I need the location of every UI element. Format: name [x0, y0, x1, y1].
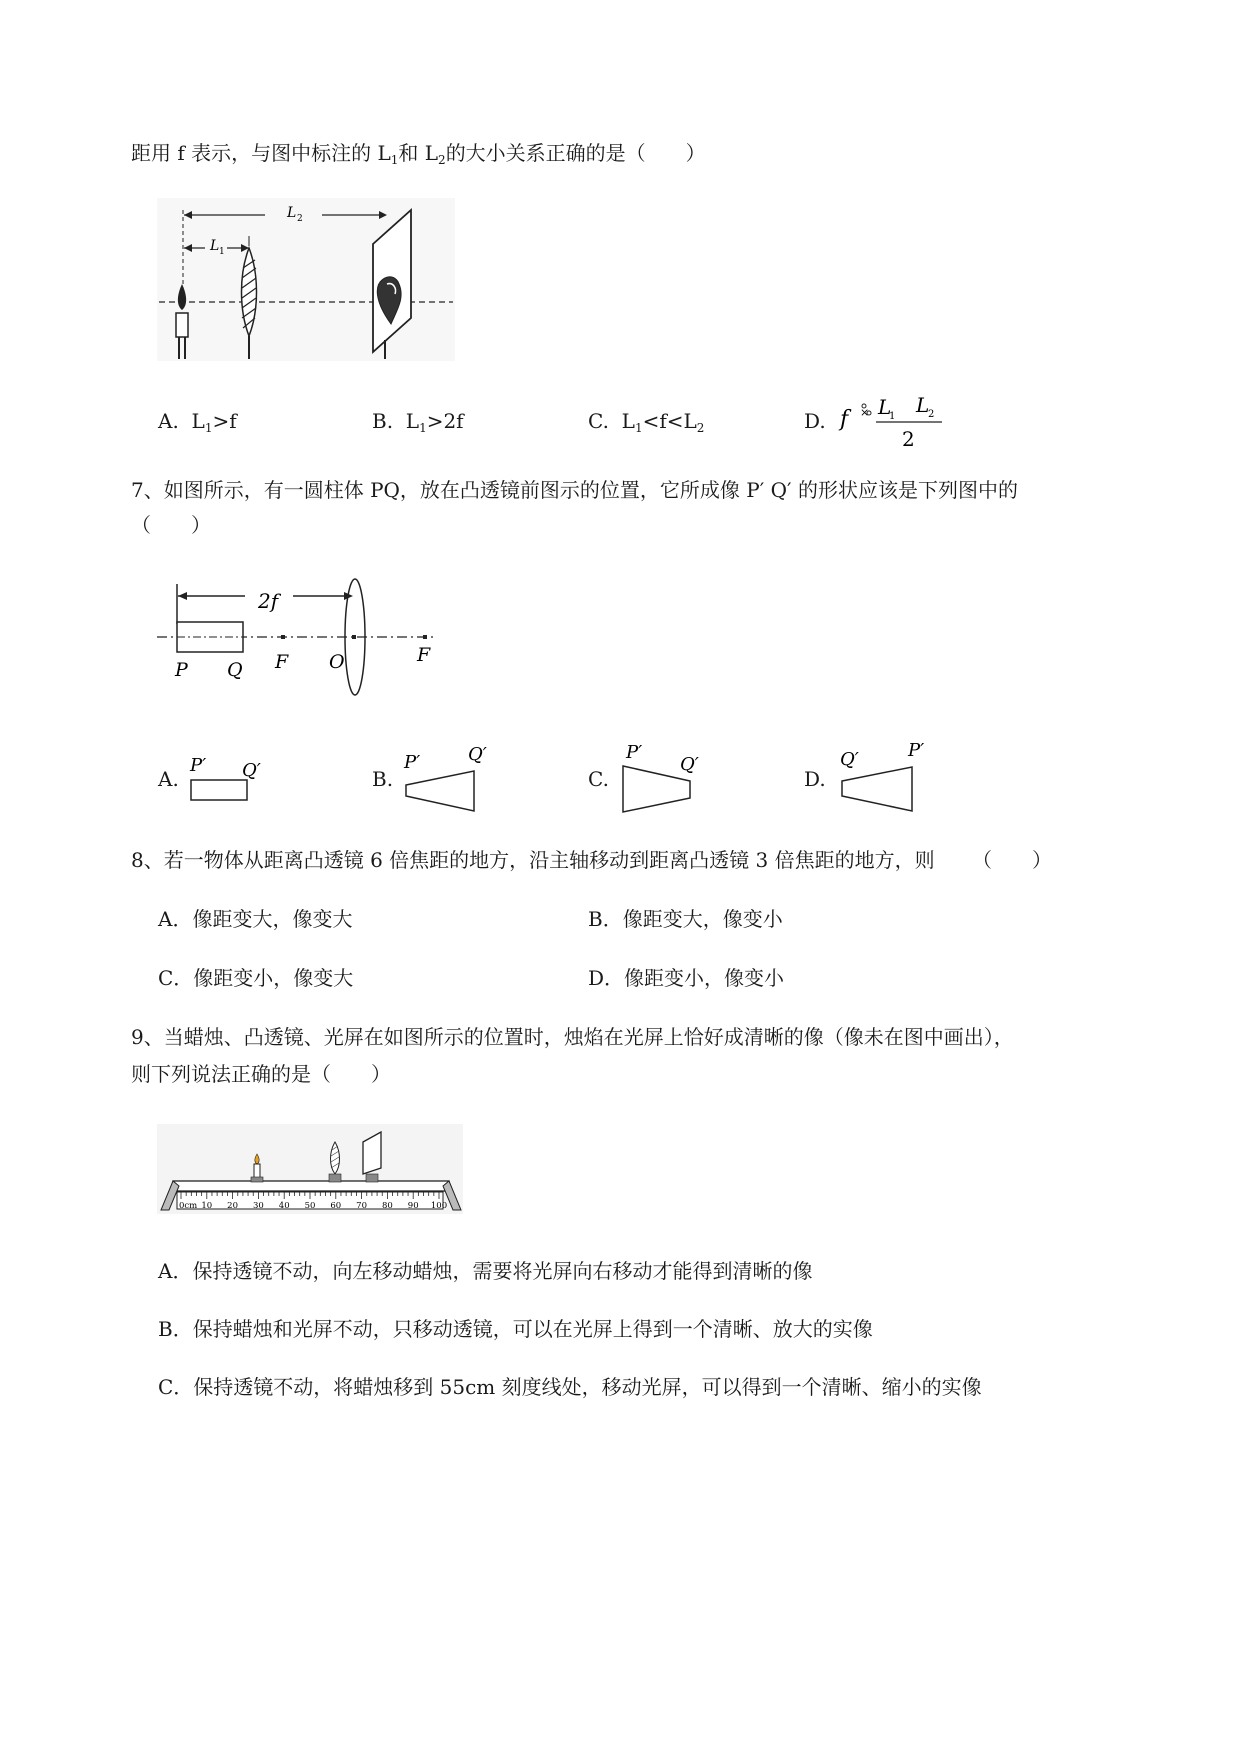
q7-option-d[interactable]: [804, 738, 944, 816]
q6-d-den: 2: [902, 427, 915, 451]
q6-option-c-sub2: 2: [696, 421, 705, 435]
q6-fig-L2: L: [287, 205, 297, 221]
q6-option-a[interactable]: [158, 409, 237, 440]
q6-option-b-label: B.: [372, 409, 394, 433]
q6-option-d-formula: [838, 392, 954, 452]
q6-option-a-post: >f: [212, 409, 237, 433]
q6-option-c-mid: <f<L: [642, 409, 697, 433]
q8-option-b[interactable]: B．像距变大，像变小: [588, 907, 783, 931]
q7-b-right-label: Q′: [468, 744, 487, 765]
q7-figure-cylinder-lens: [155, 572, 445, 702]
q6-d-num-L2: L: [916, 393, 930, 417]
q7-c-left-label: P′: [626, 742, 643, 763]
q9-option-c[interactable]: C．保持透镜不动，将蜡烛移到 55cm 刻度线处，移动光屏，可以得到一个清晰、缩小的实像: [158, 1375, 982, 1399]
q7-stem-line1: 7、如图所示，有一圆柱体 PQ，放在凸透镜前图示的位置，它所成像 P′ Q′ 的形状应该是下列图中的: [131, 478, 1018, 502]
q6-option-c-pre: L: [621, 409, 635, 433]
q6-option-b[interactable]: [372, 409, 464, 440]
q6-option-c-label: C.: [588, 409, 609, 433]
q6-d-num-L1: L: [878, 395, 892, 419]
ruler-label: 20: [227, 1201, 239, 1211]
q9-stem-line1: 9、当蜡烛、凸透镜、光屏在如图所示的位置时，烛焰在光屏上恰好成清晰的像（像未在图中画出），: [131, 1025, 1014, 1049]
q6-stem-pre: 距用 f 表示，与图中标注的 L: [131, 141, 391, 165]
q6-option-c-sub: 1: [634, 421, 643, 435]
q6-option-d-label: D.: [804, 409, 826, 433]
q6-fig-L2-sub: 2: [297, 214, 303, 224]
ruler-label: 50: [304, 1201, 316, 1211]
q6-figure-candle-lens-screen: [157, 198, 455, 361]
q6-d-num-L2-sub: 2: [928, 409, 935, 420]
q7-option-d-shape: [838, 738, 944, 816]
q6-fig-L1-sub: 1: [219, 247, 225, 257]
q6-stem-mid: 和 L: [398, 141, 439, 165]
ruler-label: 90: [407, 1201, 419, 1211]
q9-figure-optical-bench: [157, 1124, 463, 1214]
q6-fig-L1: L: [210, 238, 220, 254]
q9-stem-line2: 则下列说法正确的是（ ）: [131, 1062, 391, 1086]
q6-stem: [131, 141, 706, 172]
ruler-label: 80: [381, 1201, 393, 1211]
q6-option-c[interactable]: [588, 409, 704, 440]
q7-a-left-label: P′: [190, 755, 207, 776]
q8-option-d[interactable]: D．像距变小，像变小: [588, 966, 785, 990]
q7-fig-F-left: F: [275, 651, 289, 673]
q6-d-f: f: [840, 407, 849, 432]
q8-stem: 8、若一物体从距离凸透镜 6 倍焦距的地方，沿主轴移动到距离凸透镜 3 倍焦距的地方，则: [131, 848, 935, 872]
q7-d-right-label: P′: [908, 740, 925, 761]
ruler-label: 100: [430, 1201, 448, 1211]
q7-fig-O: O: [329, 651, 345, 673]
q6-option-b-pre: L: [405, 409, 420, 433]
q6-stem-sub1: 1: [390, 153, 399, 167]
q7-option-b-label: B.: [372, 767, 394, 791]
q8-option-c[interactable]: C．像距变小，像变大: [158, 966, 354, 990]
q6-option-d[interactable]: [804, 392, 954, 452]
ruler-label: 70: [356, 1201, 368, 1211]
q6-stem-post: 的大小关系正确的是（ ）: [445, 141, 706, 165]
ruler-label: 0cm: [179, 1201, 198, 1211]
q7-option-a[interactable]: [158, 738, 288, 808]
q7-fig-P: P: [175, 659, 188, 681]
q7-option-d-label: D.: [804, 767, 826, 791]
q7-option-a-label: A.: [158, 767, 179, 791]
q6-option-b-sub: 1: [419, 421, 427, 435]
ruler-label: 40: [278, 1201, 290, 1211]
q7-b-left-label: P′: [404, 752, 421, 773]
q7-d-left-label: Q′: [840, 749, 859, 770]
q7-fig-2f: 2f: [258, 589, 279, 613]
q8-bracket: （ ）: [972, 848, 1052, 872]
q7-fig-F-right: F: [417, 644, 431, 666]
q8-option-a[interactable]: A．像距变大，像变大: [158, 907, 353, 931]
q6-option-b-post: >2f: [426, 409, 464, 433]
ruler-label: 60: [330, 1201, 342, 1211]
q7-option-b[interactable]: [372, 738, 512, 813]
q7-option-a-shape: [186, 738, 286, 808]
q7-option-c-shape: [618, 738, 728, 816]
q9-option-a[interactable]: A．保持透镜不动，向左移动蜡烛，需要将光屏向右移动才能得到清晰的像: [158, 1259, 813, 1283]
q7-option-b-shape: [402, 738, 512, 813]
q6-d-mark: ×: [860, 406, 870, 419]
q7-option-c[interactable]: [588, 738, 728, 816]
q6-option-a-sub: 1: [204, 421, 213, 435]
q7-stem-line2: （ ）: [131, 513, 211, 537]
ruler-label: 30: [252, 1201, 264, 1211]
q6-option-a-pre: L: [191, 409, 205, 433]
q7-fig-Q: Q: [227, 659, 243, 681]
q6-d-num-L1-sub: 1: [889, 411, 896, 422]
q6-option-a-label: A.: [158, 409, 179, 433]
q6-stem-sub2: 2: [438, 153, 446, 167]
q7-c-right-label: Q′: [680, 754, 699, 775]
q9-option-b[interactable]: B．保持蜡烛和光屏不动，只移动透镜，可以在光屏上得到一个清晰、放大的实像: [158, 1317, 873, 1341]
q7-option-c-label: C.: [588, 767, 609, 791]
q7-a-right-label: Q′: [242, 760, 261, 781]
ruler-label: 10: [201, 1201, 213, 1211]
